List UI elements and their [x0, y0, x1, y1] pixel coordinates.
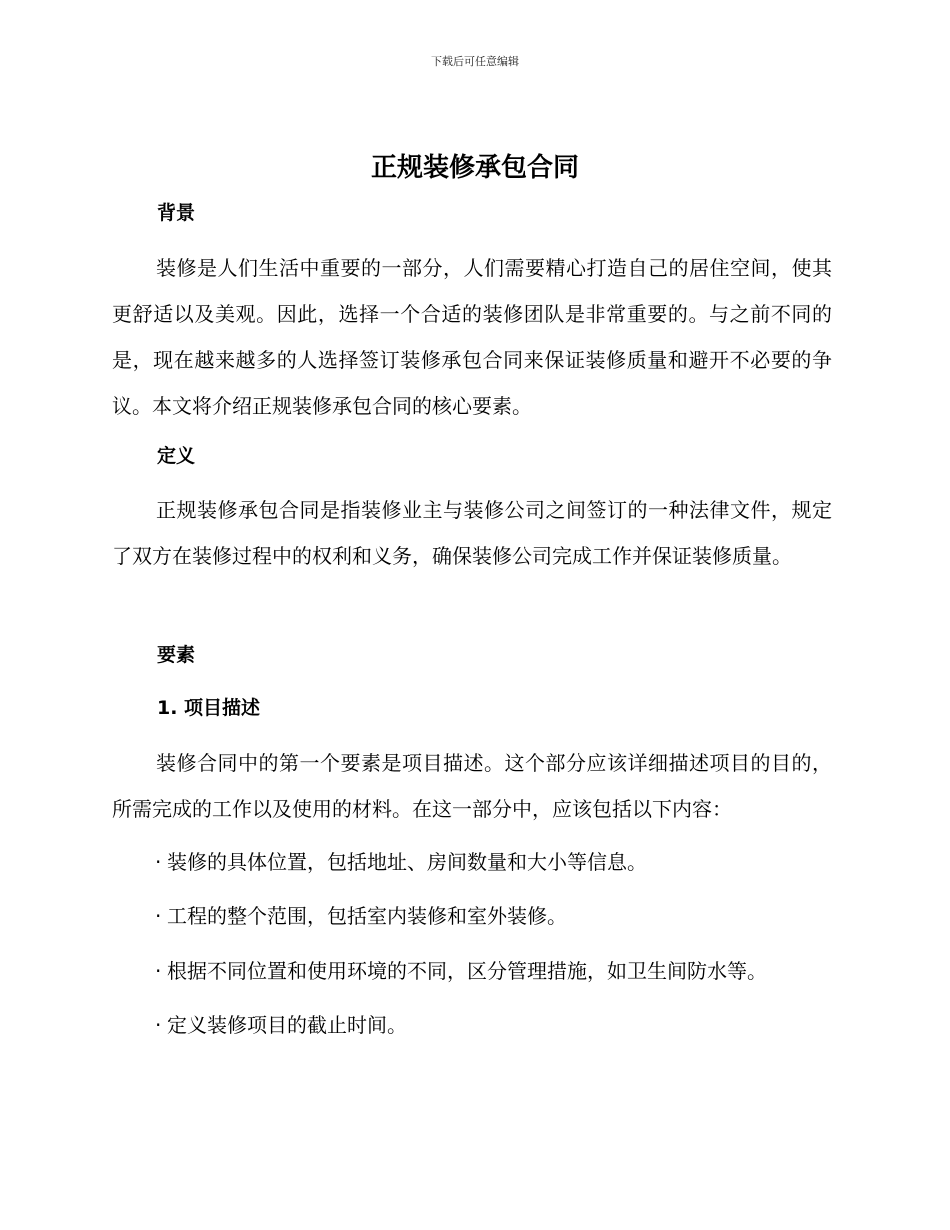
bullet-item — [155, 847, 647, 877]
bullet-marker: · — [155, 959, 162, 983]
section-heading-definition: 定义 — [157, 445, 196, 467]
bullet-marker: · — [155, 1013, 162, 1037]
bullet-item — [155, 956, 767, 986]
bullet-text: 定义装修项目的截止时间。 — [167, 1013, 407, 1037]
bullet-text: 装修的具体位置，包括地址、房间数量和大小等信息。 — [167, 850, 647, 874]
subsection-heading-project-description: 1. 项目描述 — [157, 697, 261, 719]
bullet-marker: · — [155, 850, 162, 874]
bullet-marker: · — [155, 904, 162, 928]
bullet-item — [155, 901, 567, 931]
background-paragraph: 装修是人们生活中重要的一部分，人们需要精心打造自己的居住空间，使其更舒适以及美观。因此，选择一个合适的装修团队是非常重要的。与之前不同的是，现在越来越多的人选择签订装修承包合同来保证装修质量和避开不必要的争议。本文将介绍正规装修承包合同的核心要素。 — [112, 256, 832, 418]
section-heading-background: 背景 — [157, 202, 196, 224]
definition-paragraph: 正规装修承包合同是指装修业主与装修公司之间签订的一种法律文件，规定了双方在装修过程中的权利和义务，确保装修公司完成工作并保证装修质量。 — [112, 498, 832, 568]
bullet-text: 根据不同位置和使用环境的不同，区分管理措施，如卫生间防水等。 — [167, 959, 767, 983]
project-description-paragraph: 装修合同中的第一个要素是项目描述。这个部分应该详细描述项目的目的，所需完成的工作以及使用的材料。在这一部分中，应该包括以下内容： — [112, 751, 832, 821]
document-title: 正规装修承包合同 — [370, 153, 579, 183]
section-heading-elements: 要素 — [157, 644, 196, 666]
bullet-text: 工程的整个范围，包括室内装修和室外装修。 — [167, 904, 567, 928]
page-header-note: 下载后可任意编辑 — [431, 55, 519, 68]
bullet-item — [155, 1010, 407, 1040]
